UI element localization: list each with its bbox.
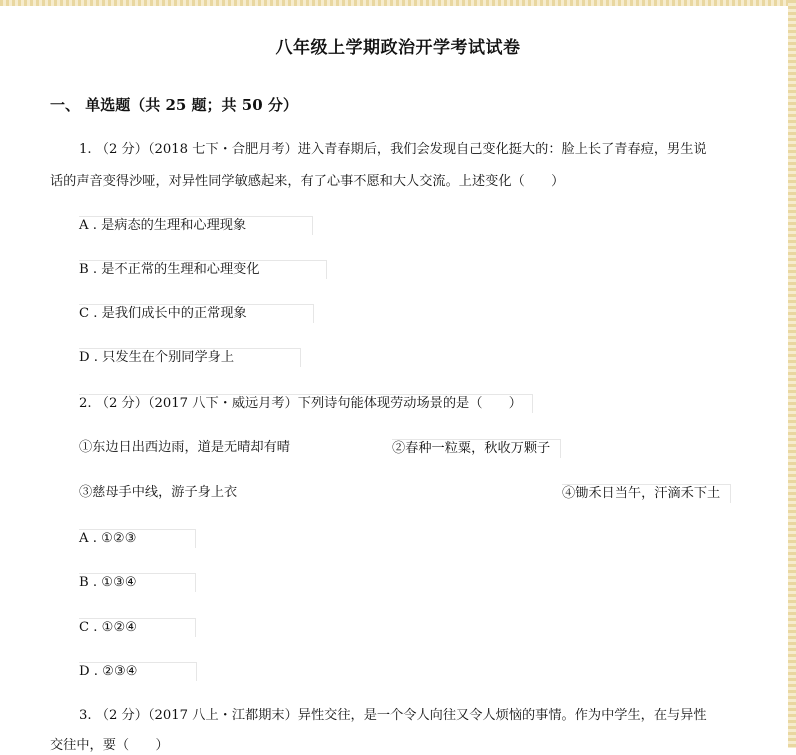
question-2-stem: 2. （2 分）（2017 八下・威远月考）下列诗句能体现劳动场景的是（ ） <box>79 396 522 411</box>
option-label: B . 是不正常的生理和心理变化 <box>79 262 260 277</box>
question-1-option-d[interactable] <box>79 348 301 367</box>
option-label: A . 是病态的生理和心理现象 <box>79 218 247 233</box>
page-top-edge <box>0 0 796 6</box>
question-2-line-1 <box>79 394 533 413</box>
option-label: B . ①③④ <box>79 575 137 590</box>
question-1-option-c[interactable] <box>79 304 314 323</box>
poem-line-1: ①东边日出西边雨，道是无晴却有晴 <box>79 440 290 455</box>
question-2-option-d[interactable] <box>79 662 197 681</box>
option-label: C . 是我们成长中的正常现象 <box>79 306 247 321</box>
question-3-line-1: 3. （2 分）（2017 八上・江都期末）异性交往，是一个令人向往又令人烦恼的事情。作为中学生，在与异性 <box>79 708 707 723</box>
option-label: C . ①②④ <box>79 620 138 635</box>
question-2-option-c[interactable] <box>79 618 196 637</box>
question-2-option-a[interactable] <box>79 529 196 548</box>
poem-line-2-text: ②春种一粒粟，秋收万颗子 <box>392 441 551 456</box>
question-3-line-2: 交往中，要（ ） <box>50 738 169 753</box>
poem-line-4-text: ④锄禾日当午，汗滴禾下土 <box>562 486 721 501</box>
exam-title: 八年级上学期政治开学考试试卷 <box>275 38 521 58</box>
poem-line-4 <box>562 484 731 503</box>
question-1-option-b[interactable] <box>79 260 327 279</box>
poem-line-2 <box>392 439 561 458</box>
question-1-line-1: 1. （2 分）（2018 七下・合肥月考）进入青春期后，我们会发现自己变化挺大的：脸上长了青春痘，男生说 <box>79 142 707 157</box>
option-label: A . ①②③ <box>79 531 137 546</box>
question-1-line-2: 话的声音变得沙哑，对异性同学敏感起来，有了心事不愿和大人交流。上述变化（ ） <box>50 174 565 189</box>
section-heading: 一、 单选题（共 25 题；共 50 分） <box>50 96 298 114</box>
option-label: D . ②③④ <box>79 664 138 679</box>
poem-line-3: ③慈母手中线，游子身上衣 <box>79 485 238 500</box>
question-2-option-b[interactable] <box>79 573 196 592</box>
question-1-option-a[interactable] <box>79 216 313 235</box>
option-label: D . 只发生在个别同学身上 <box>79 350 235 365</box>
page-right-edge <box>788 0 796 748</box>
